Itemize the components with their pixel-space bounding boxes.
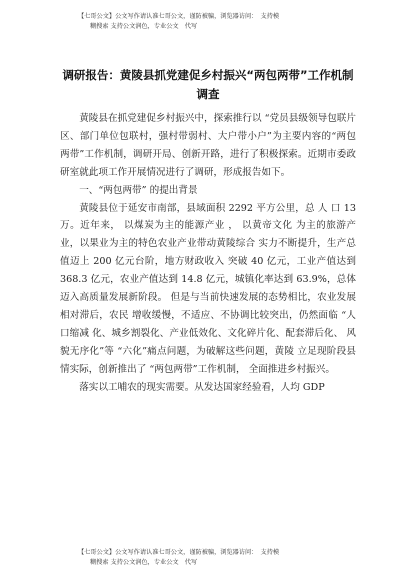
document-body <box>60 110 356 397</box>
body-paragraph: 落实以工哺农的现实需要。从发达国家经验看，人均 GDP <box>79 381 325 393</box>
document-title-line: 调查 <box>196 87 220 101</box>
section-heading: 一、“两包两带” 的提出背景 <box>79 184 198 196</box>
footer-watermark-line: 糊搜索 支持公文润色，专业公文 代写 <box>90 559 198 566</box>
footer-watermark <box>78 548 378 568</box>
footer-watermark-line: 【七哥公文】公文写作请认准七哥公文，谨防被骗，浏览器访问： 支持模 <box>78 549 280 556</box>
document-title-line: 调研报告：黄陵县抓党建促乡村振兴“两包两带”工作机制 <box>62 68 354 82</box>
header-watermark-line: 【七哥公文】公文写作请认准七哥公文，谨防被骗，浏览器访问： 支持模 <box>78 13 280 20</box>
body-paragraph: 黄陵县位于延安市南部，县域面积 2292 平方公里，总 人 口 13 万。近年来， 以煤炭为主的能源产业 ， 以黄帝文化 为主的旅游产业，以果业为主的特色农业产业带动黄陵综合 实力不断提升，生产总值迈上 200 亿元台阶，地方财政收入 突破 40 亿元，工业产值达到 368.3 亿元，农业产值达到 14.8 亿元，城镇化率达到 63.9%，总体迈入高质量发展新阶段。 但是与当前快速发展的态势相比，农业发展相对滞后，农民 增收缓慢，不适应、不协调比较突出，仍然面临 “人口缩减 化、城乡割裂化、产业低效化、文化碎片化、配套滞后化、 风貌无序化”等 “六化”痛点问题，为破解这些问题，黄陵 立足现阶段县情实际，创新推出了 “两包两带”工作机制， 全面推进乡村振兴。 <box>60 202 356 375</box>
body-paragraph: 黄陵县在抓党建促乡村振兴中，探索推行以 “党员县级领导包联片区、部门单位包联村，强村带弱村、大户带小户”为主要内容的“两包两带”工作机制，调研开局、创新开路，进行了积极探索。近期市委政研室就此项工作开展情况进行了调研，形成报告如下。 <box>60 113 356 178</box>
document-title <box>58 66 358 104</box>
header-watermark-line: 糊搜索 支持公文润色，专业公文 代写 <box>90 23 198 30</box>
header-watermark <box>78 12 378 32</box>
